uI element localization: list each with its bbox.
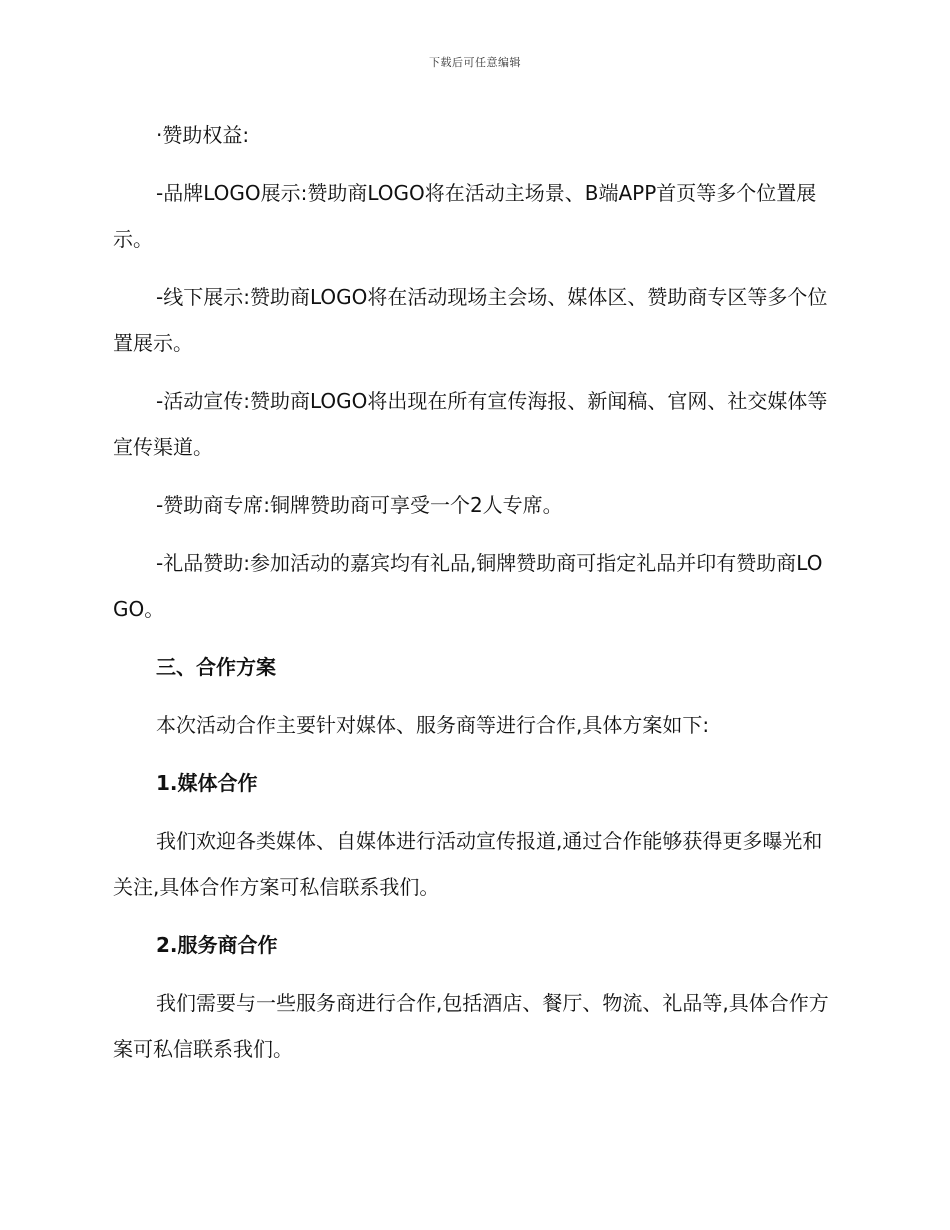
document-body [113,112,833,1072]
subsection-text-media: 我们欢迎各类媒体、自媒体进行活动宣传报道,通过合作能够获得更多曝光和关注,具体合作方案可私信联系我们。 [113,829,823,899]
subsection-title-media: 1.媒体合作 [156,771,258,795]
subsection-text-service: 我们需要与一些服务商进行合作,包括酒店、餐厅、物流、礼品等,具体合作方案可私信联系我们。 [113,991,829,1061]
sponsor-item-gift: -礼品赞助:参加活动的嘉宾均有礼品,铜牌赞助商可指定礼品并印有赞助商LOGO。 [113,551,823,621]
sponsor-item-offline-display: -线下展示:赞助商LOGO将在活动现场主会场、媒体区、赞助商专区等多个位置展示。 [113,285,828,355]
subsection-title-service: 2.服务商合作 [156,933,278,957]
section-intro: 本次活动合作主要针对媒体、服务商等进行合作,具体方案如下: [156,713,710,737]
section-title-cooperation: 三、合作方案 [156,655,276,679]
page-header-note: 下载后可任意编辑 [429,56,521,69]
sponsor-rights-title: ·赞助权益: [156,123,250,147]
sponsor-item-brand-logo: -品牌LOGO展示:赞助商LOGO将在活动主场景、B端APP首页等多个位置展示。 [113,181,817,251]
sponsor-item-seat: -赞助商专席:铜牌赞助商可享受一个2人专席。 [156,493,563,517]
sponsor-item-promotion: -活动宣传:赞助商LOGO将出现在所有宣传海报、新闻稿、官网、社交媒体等宣传渠道。 [113,389,828,459]
